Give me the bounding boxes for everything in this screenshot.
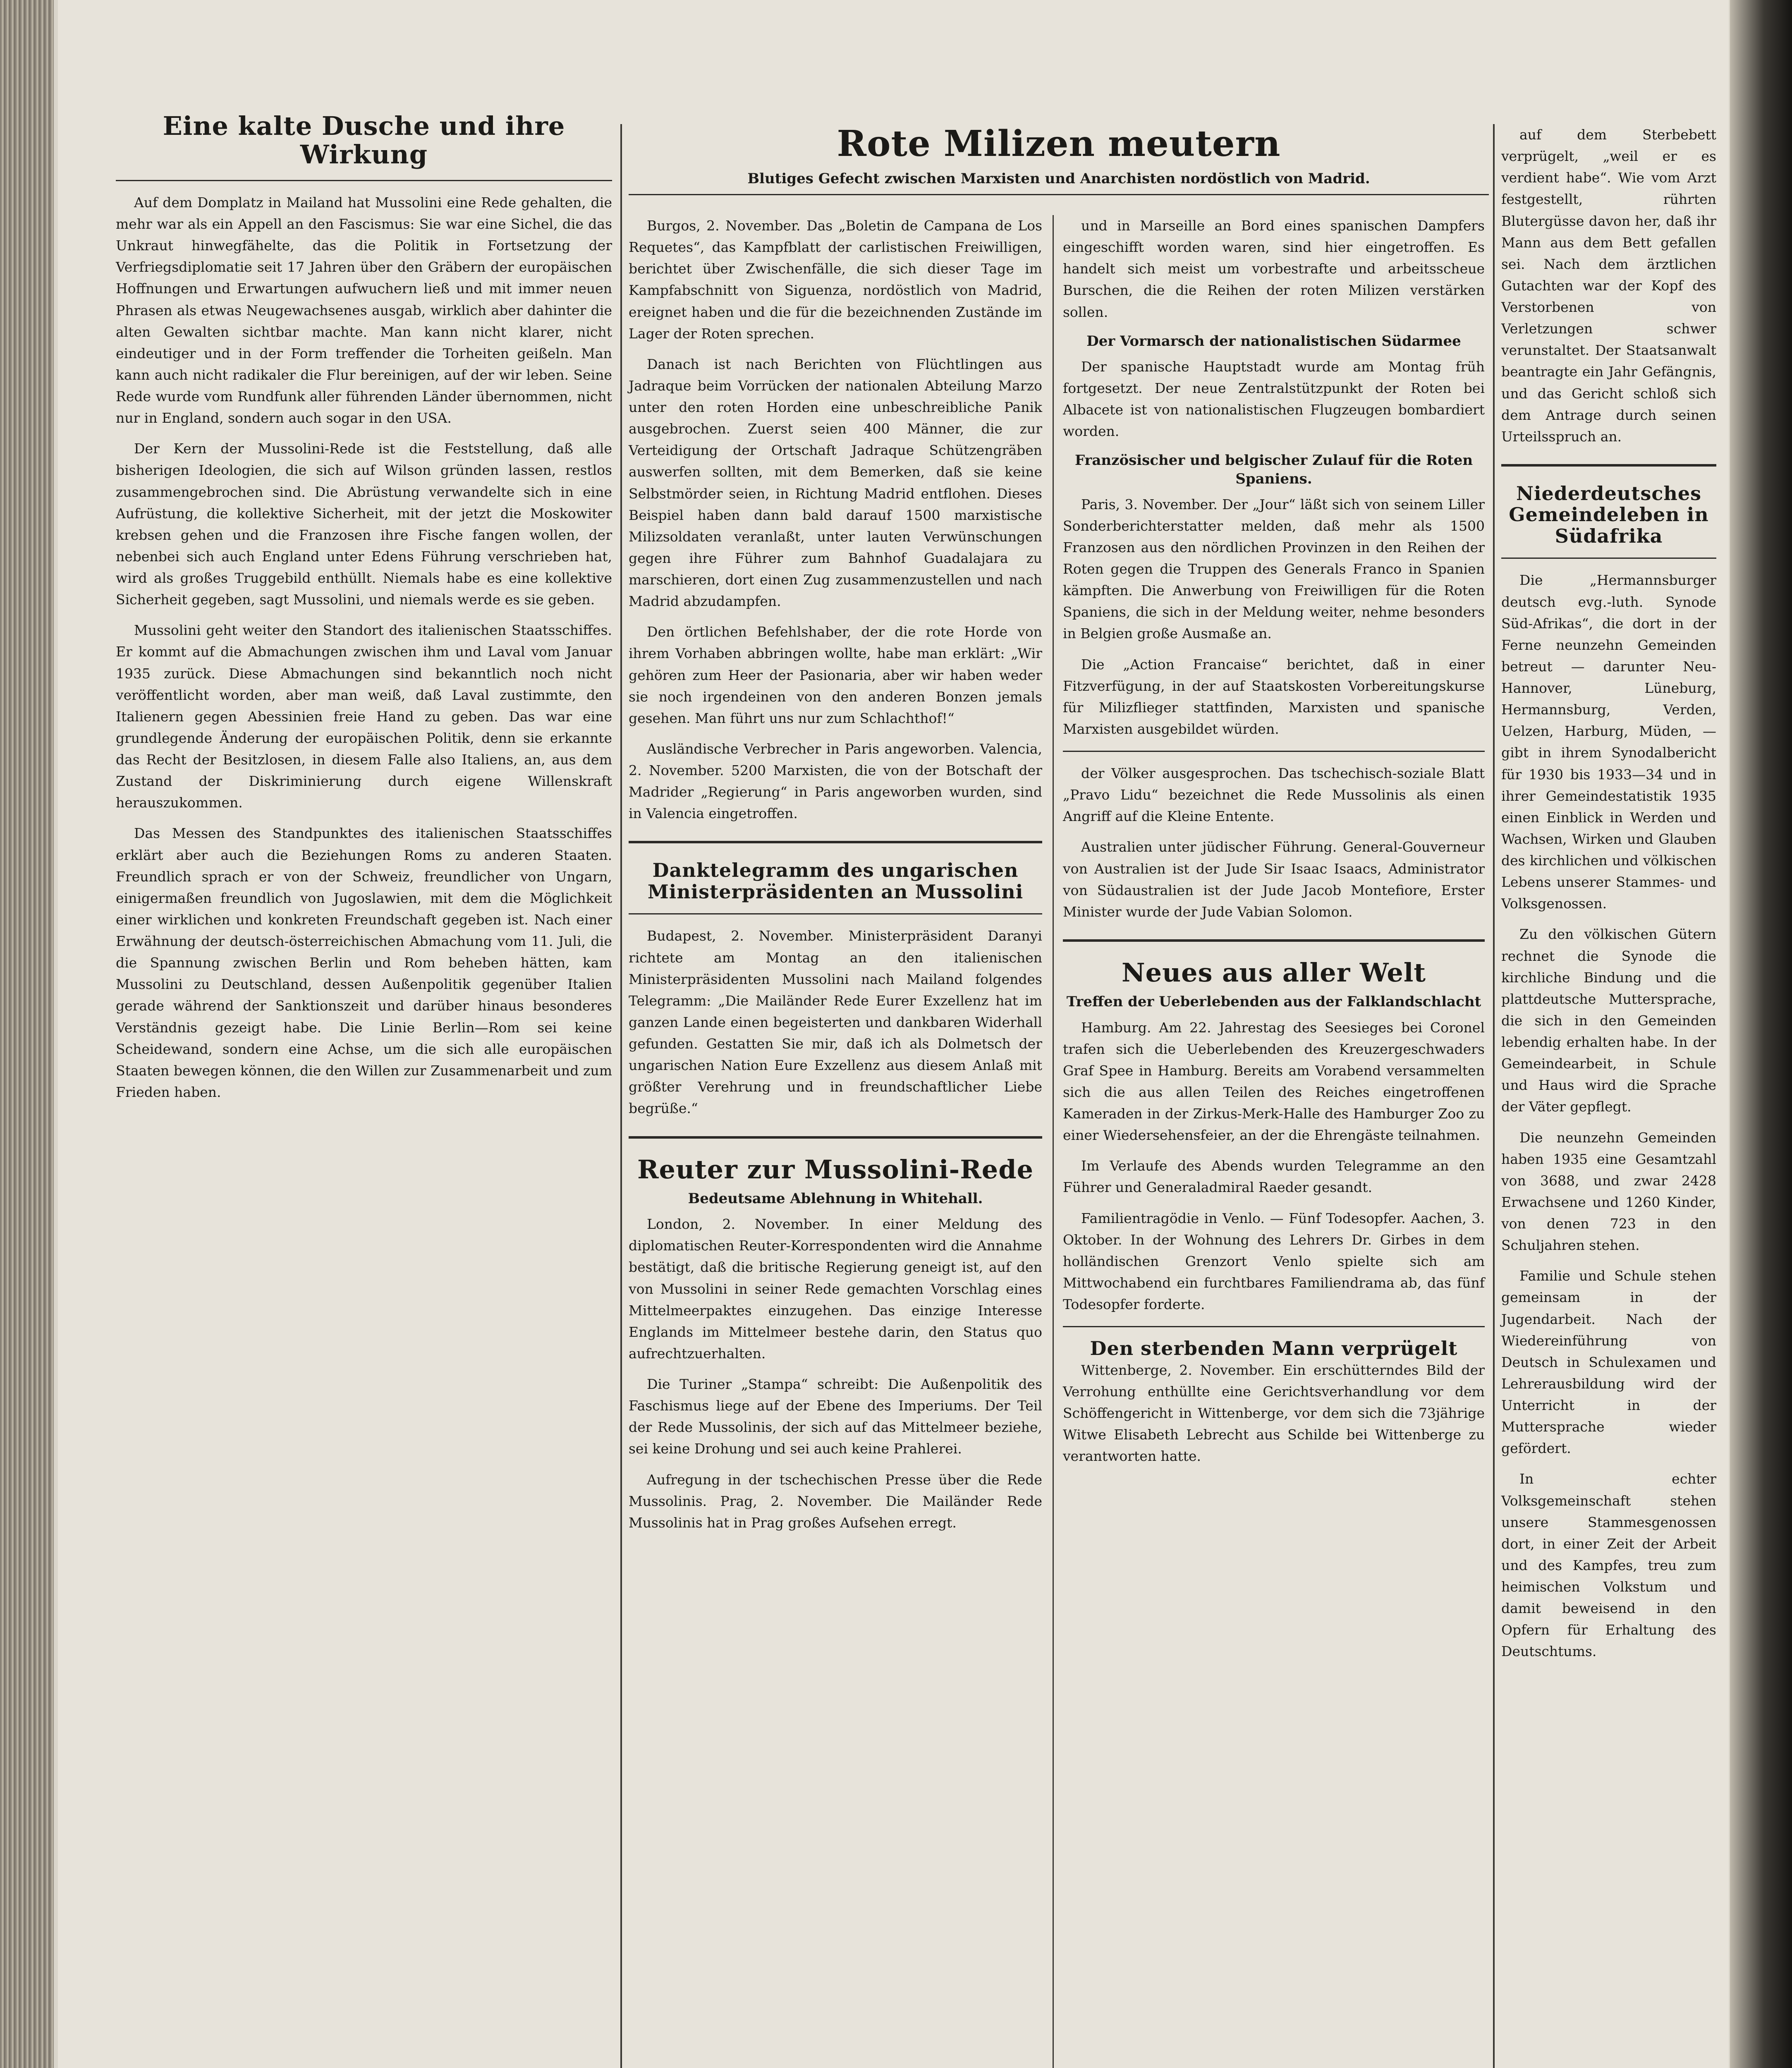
article-paragraph: Die Turiner „Stampa“ schreibt: Die Außenpolitik des Faschismus liege auf der Ebene des Imperiums. Der Teil der Rede Mussolinis, der sich auf das Mittelmeer beziehe, sei keine Drohung und sei auch keine Prahlerei. bbox=[629, 1376, 1042, 1457]
article-paragraph: Paris, 3. November. Der „Jour“ läßt sich von seinem Liller Sonderberichterstatter melden, daß mehr als 1500 Franzosen aus den nördlichen Provinzen in den Reihen der Roten gegen die Truppen des Generals Franco in Spanien kämpften. Die Anwerbung von Freiwilligen für die Roten Spaniens, die sich in der Meldung weiter, nehme besonders in Belgien große Ausmaße an. bbox=[1063, 496, 1485, 642]
divider bbox=[629, 841, 1042, 843]
column-rule bbox=[620, 124, 622, 2068]
column-2 bbox=[629, 215, 1042, 1543]
column-rule bbox=[1493, 124, 1495, 2068]
article-paragraph: Familie und Schule stehen gemeinsam in der Jugendarbeit. Nach der Wiedereinführung von Deutsch in Schulexamen und Lehrerausbildung wird der Unterricht in der Muttersprache wieder gefördert. bbox=[1501, 1268, 1716, 1457]
article-paragraph: Die „Hermannsburger deutsch evg.-luth. Synode Süd-Afrikas“, die dort in der Ferne neunzehn Gemeinden betreut — darunter Neu-Hannover, Lüneburg, Hermannsburg, Verden, Uelzen, Harburg, Müden, — gibt in ihrem Synodalbericht für 1930 bis 1933—34 und in ihrer Gemeindestatistik 1935 einen Einblick in Werden und Wachsen, Wirken und Glauben des kirchlichen und völkischen Lebens unserer Stammes- und Volksgenossen. bbox=[1501, 572, 1716, 912]
divider bbox=[629, 1136, 1042, 1139]
column-1 bbox=[116, 112, 612, 1112]
headline-sterbender-mann: Den sterbenden Mann verprügelt bbox=[1090, 1337, 1458, 1360]
divider bbox=[116, 180, 612, 181]
column-rule bbox=[1053, 215, 1054, 2068]
divider bbox=[1063, 939, 1485, 942]
article-paragraph: der Völker ausgesprochen. Das tschechisch-soziale Blatt „Pravo Lidu“ bezeichnet die Rede Mussolinis als einen Angriff auf die Kleine Entente. bbox=[1063, 765, 1485, 825]
article-paragraph: Der Kern der Mussolini-Rede ist die Feststellung, daß alle bisherigen Ideologien, die sich auf Wilson gründen lassen, restlos zusammengebrochen sind. Die Abrüstung verwandelte sich in eine Aufrüstung, die kollektive Sicherheit, mit der jetzt die Moskowiter krebsen gehen und die Franzosen ihre Fische fangen wollen, der nebenbei sich auch England unter Edens Führung verschrieben hat, wird als großes Truggebild enthüllt. Niemals habe es eine kollektive Sicherheit gegeben, sagt Mussolini, und niemals werde es sie geben. bbox=[116, 440, 612, 608]
divider bbox=[629, 194, 1489, 195]
article-paragraph: Budapest, 2. November. Ministerpräsident Daranyi richtete am Montag an den italienischen Ministerpräsidenten Mussolini nach Mailand folgendes Telegramm: „Die Mailänder Rede Eurer Exzellenz hat im ganzen Lande einen begeisterten und dankbaren Widerhall gefunden. Gestatten Sie mir, daß ich als Dolmetsch der ungarischen Nation Eure Exzellenz aus diesem Anlaß mit größter Verehrung und in freundschaftlicher Liebe begrüße.“ bbox=[629, 928, 1042, 1117]
book-gutter-shadow bbox=[1730, 0, 1792, 2068]
article-paragraph: Ausländische Verbrecher in Paris angeworben. Valencia, 2. November. 5200 Marxisten, die von der Botschaft der Madrider „Regierung“ in Paris angeworben wurden, sind in Valencia eingetroffen. bbox=[629, 740, 1042, 822]
headline-niederdeutsches: Niederdeutsches Gemeindeleben in Südafrika bbox=[1509, 482, 1709, 547]
banner-article bbox=[629, 124, 1489, 201]
subheadline: Der Vormarsch der nationalistischen Südarmee bbox=[1086, 333, 1461, 349]
article-paragraph: Im Verlaufe des Abends wurden Telegramme an den Führer und Generaladmiral Raeder gesandt. bbox=[1063, 1158, 1485, 1196]
article-paragraph: Der spanische Hauptstadt wurde am Montag früh fortgesetzt. Der neue Zentralstützpunkt der Roten bei Albacete ist von nationalistischen Flugzeugen bombardiert worden. bbox=[1063, 358, 1485, 440]
article-paragraph: Zu den völkischen Gütern rechnet die Synode die kirchliche Bindung und die plattdeutsche Muttersprache, die sich in den Gemeinden lebendig erhalten habe. In der Gemeindearbeit, in Schule und Haus wird die Sprache der Väter gepflegt. bbox=[1501, 926, 1716, 1115]
headline-kalte-dusche: Eine kalte Dusche und ihre Wirkung bbox=[163, 111, 565, 170]
headline-neues-aus-aller-welt: Neues aus aller Welt bbox=[1121, 957, 1426, 988]
column-4 bbox=[1501, 124, 1716, 1672]
article-paragraph: Aufregung in der tschechischen Presse über die Rede Mussolinis. Prag, 2. November. Die Mailänder Rede Mussolinis hat in Prag großes Aufsehen erregt. bbox=[629, 1471, 1042, 1531]
article-paragraph: Die „Action Francaise“ berichtet, daß in einer Fitzverfügung, in der auf Staatskosten Vorbereitungskurse für Milizflieger stattfinden, Marxisten und spanische Marxisten ausgebildet würden. bbox=[1063, 656, 1485, 737]
article-paragraph: Australien unter jüdischer Führung. General-Gouverneur von Australien ist der Jude Sir Isaac Isaacs, Administrator von Südaustralien ist der Jude Jacob Montefiore, Erster Minister wurde der Jude Vabian Solomon. bbox=[1063, 839, 1485, 920]
article-paragraph: und in Marseille an Bord eines spanischen Dampfers eingeschifft worden waren, sind hier eingetroffen. Es handelt sich meist um vorbestrafte und arbeitsscheue Burschen, die die Reihen der roten Milizen verstärken sollen. bbox=[1063, 218, 1485, 320]
headline-danktelegramm: Danktelegramm des ungarischen Ministerpräsidenten an Mussolini bbox=[647, 859, 1024, 903]
article-paragraph: Wittenberge, 2. November. Ein erschütterndes Bild der Verrohung enthüllte eine Gerichtsverhandlung vor dem Schöffengericht in Wittenberge, vor dem sich die 73jährige Witwe Elisabeth Lebrecht aus Schilde bei Wittenberge zu verantworten hatte. bbox=[1063, 1362, 1485, 1465]
divider bbox=[629, 913, 1042, 914]
divider bbox=[1063, 751, 1485, 752]
subheadline: Blutiges Gefecht zwischen Marxisten und Anarchisten nordöstlich von Madrid. bbox=[747, 170, 1370, 187]
headline-rote-milizen: Rote Milizen meutern bbox=[837, 123, 1281, 165]
subheadline: Bedeutsame Ablehnung in Whitehall. bbox=[688, 1190, 983, 1207]
article-paragraph: Burgos, 2. November. Das „Boletin de Campana de Los Requetes“, das Kampfblatt der carlistischen Freiwilligen, berichtet über Zwischenfälle, die sich dieser Tage im Kampfabschnitt von Siguenza, nordöstlich von Madrid, ereignet haben und die für die bezeichnenden Zustände im Lager der Roten sprechen. bbox=[629, 218, 1042, 342]
article-paragraph: Mussolini geht weiter den Standort des italienischen Staatsschiffes. Er kommt auf die Abmachungen zwischen ihm und Laval vom Januar 1935 zurück. Diese Abmachungen sind bekanntlich noch nicht veröffentlicht worden, aber man weiß, daß Laval zustimmte, den Italienern gegen Abessinien freie Hand zu geben. Das war eine grundlegende Änderung der europäischen Politik, denn sie erkannte das Recht der Besitzlosen, in diesem Falle also Italiens, an, aus dem Zustand der Diskriminierung durch eigene Willenskraft herauszukommen. bbox=[116, 622, 612, 811]
article-paragraph: Den örtlichen Befehlshaber, der die rote Horde von ihrem Vorhaben abbringen wollte, habe man erklärt: „Wir gehören zum Heer der Pasionaria, aber wir haben weder sie noch irgendeinen von den anderen Bonzen jemals gesehen. Man führt uns nur zum Schlachthof!“ bbox=[629, 624, 1042, 726]
divider bbox=[1501, 558, 1716, 559]
subheadline: Treffen der Ueberlebenden aus der Falklandschlacht bbox=[1066, 993, 1481, 1010]
article-paragraph: Hamburg. Am 22. Jahrestag des Seesieges bei Coronel trafen sich die Ueberlebenden des Kreuzergeschwaders Graf Spee in Hamburg. Bereits am Vorabend versammelten sich die aus allen Teilen des Reiches eingetroffenen Kameraden in der Zirkus-Merk-Halle des Hamburger Zoo zu einer Wiedersehensfeier, an der die Ehrengäste teilnahmen. bbox=[1063, 1019, 1485, 1144]
divider bbox=[1501, 464, 1716, 467]
article-paragraph: Auf dem Domplatz in Mailand hat Mussolini eine Rede gehalten, die mehr war als ein Appell an den Fascismus: Sie war eine Sichel, die das Unkraut hinwegfähelte, das die Politik in Fortsetzung der Verfriegsdiplomatie seit 17 Jahren über den Gräbern der europäischen Hoffnungen und Erwartungen aufwuchern ließ und mit immer neuen Phrasen als etwas Neugewachsenes ausgab, wirklich aber dahinter die alten Gewalten sichtbar machte. Man kann nicht klarer, nicht eindeutiger und in der Form treffender die Torheiten geißeln. Man kann auch nicht radikaler die Flur bereinigen, auf der wir leben. Seine Rede wurde vom Rundfunk aller führenden Länder übernommen, nicht nur in England, sondern auch sogar in den USA. bbox=[116, 194, 612, 426]
article-paragraph: Familientragödie in Venlo. — Fünf Todesopfer. Aachen, 3. Oktober. In der Wohnung des Lehrers Dr. Girbes in dem holländischen Grenzort Venlo spielte sich am Mittwochabend ein furchtbares Familiendrama ab, das fünf Todesopfer forderte. bbox=[1063, 1210, 1485, 1313]
headline-reuter: Reuter zur Mussolini-Rede bbox=[637, 1154, 1034, 1185]
article-paragraph: Das Messen des Standpunktes des italienischen Staatsschiffes erklärt aber auch die Beziehungen Roms zu anderen Staaten. Freundlich sprach er von der Schweiz, freundlicher von Ungarn, einigermaßen freundlich von Jugoslawien, mit dem die Möglichkeit einer wirklichen und konkreten Freundschaft gegeben ist. Nach einer Erwähnung der deutsch-österreichischen Abmachung vom 11. Juli, die die Spannung zwischen Berlin und Rom beheben hätten, kam Mussolini zu Deutschland, dessen Außenpolitik gegenüber Italien gerade während der Sanktionszeit und darüber hinaus besonderes Verständnis gezeigt habe. Die Linie Berlin—Rom sei keine Scheidewand, sondern eine Achse, um die sich alle europäischen Staaten bewegen können, die den Willen zur Zusammenarbeit und zum Frieden haben. bbox=[116, 825, 612, 1100]
subheadline: Französischer und belgischer Zulauf für die Roten Spaniens. bbox=[1074, 452, 1473, 487]
article-paragraph: Danach ist nach Berichten von Flüchtlingen aus Jadraque beim Vorrücken der nationalen Abteilung Marzo unter den roten Horden eine unbeschreibliche Panik ausgebrochen. Zuerst seien 400 Männer, die zur Verteidigung der Ortschaft Jadraque Schützengräben auswerfen sollten, mit dem Bemerken, daß sie keine Selbstmörder seien, in Richtung Madrid entflohen. Dieses Beispiel haben dann bald darauf 1500 marxistische Milizsoldaten veranlaßt, unter lauten Verwünschungen gegen ihre Führer zum Bahnhof Guadalajara zu marschieren, dort einen Zug zusammenzustellen und nach Madrid abzudampfen. bbox=[629, 356, 1042, 610]
column-3 bbox=[1063, 215, 1485, 1476]
article-paragraph: auf dem Sterbebett verprügelt, „weil er es verdient habe“. Wie vom Arzt festgestellt, rührten Blutergüsse davon her, daß ihr Mann aus dem Bett gefallen sei. Nach dem ärztlichen Gutachten war der Kopf des Verstorbenen von Verletzungen schwer verunstaltet. Der Staatsanwalt beantragte ein Jahr Gefängnis, und das Gericht schloß sich dem Antrage durch seinen Urteilsspruch an. bbox=[1501, 127, 1716, 445]
article-paragraph: In echter Volksgemeinschaft stehen unsere Stammesgenossen dort, in einer Zeit der Arbeit und des Kampfes, treu zum heimischen Volkstum und damit beweisend in den Opfern für Erhaltung des Deutschtums. bbox=[1501, 1471, 1716, 1660]
divider bbox=[1063, 1326, 1485, 1327]
article-paragraph: Die neunzehn Gemeinden haben 1935 eine Gesamtzahl von 3688, und zwar 2428 Erwachsene und 1260 Kinder, von denen 723 in den Schuljahren stehen. bbox=[1501, 1129, 1716, 1254]
book-page-edges bbox=[0, 0, 54, 2068]
article-paragraph: London, 2. November. In einer Meldung des diplomatischen Reuter-Korrespondenten wird die Annahme bestätigt, daß die britische Regierung geneigt ist, auf den von Mussolini in seiner Rede gemachten Vorschlag eines Mittelmeerpaktes einzugehen. Das einzige Interesse Englands im Mittelmeer bestehe darin, den Status quo aufrechtzuerhalten. bbox=[629, 1216, 1042, 1362]
newspaper-page bbox=[58, 0, 1729, 2068]
